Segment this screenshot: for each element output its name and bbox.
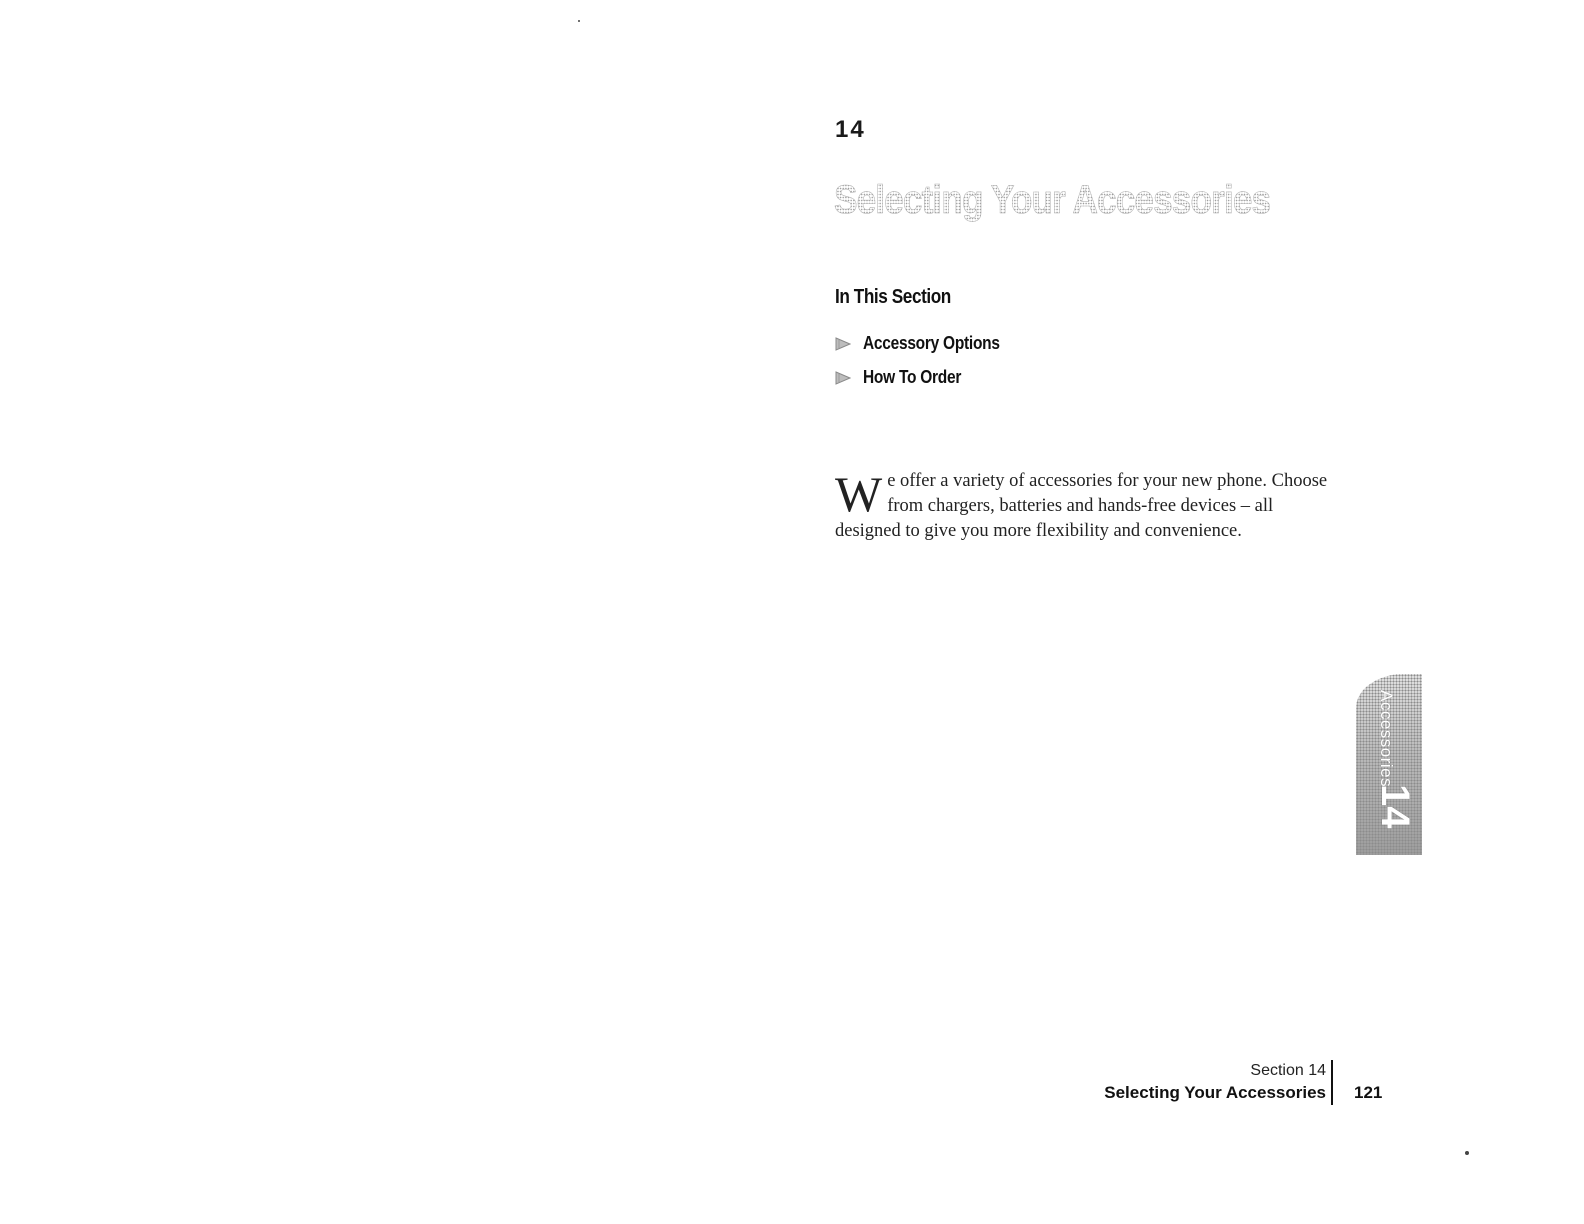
intro-text: e offer a variety of accessories for your new phone. Choose from chargers, batteries and hands-free devices – all designed to give you more flexibility and convenience. <box>835 471 1328 541</box>
list-item-accessory-options[interactable] <box>835 333 1022 367</box>
intro-paragraph <box>835 466 1335 544</box>
side-tab-label: Accessories <box>1377 690 1396 788</box>
in-this-section-list <box>835 333 1022 401</box>
triangle-bullet-icon <box>835 371 851 385</box>
list-item-how-to-order[interactable] <box>835 367 1022 401</box>
scan-speck <box>1465 1151 1469 1155</box>
in-this-section-heading: In This Section <box>835 286 951 308</box>
page-number: 121 <box>1354 1083 1383 1102</box>
scan-speck <box>578 20 580 22</box>
footer-divider <box>1331 1060 1333 1105</box>
triangle-bullet-icon <box>835 337 851 351</box>
chapter-number: 14 <box>835 116 866 143</box>
list-item-label: Accessory Options <box>863 333 1000 353</box>
drop-cap: W <box>835 466 883 522</box>
chapter-side-tab <box>1356 674 1422 855</box>
chapter-title: Selecting Your Accessories <box>834 178 1271 222</box>
footer-section-label: Section 14 <box>1250 1062 1326 1079</box>
side-tab-number: 14 <box>1373 784 1417 829</box>
footer-chapter-title: Selecting Your Accessories <box>1104 1083 1326 1102</box>
list-item-label: How To Order <box>863 367 962 387</box>
